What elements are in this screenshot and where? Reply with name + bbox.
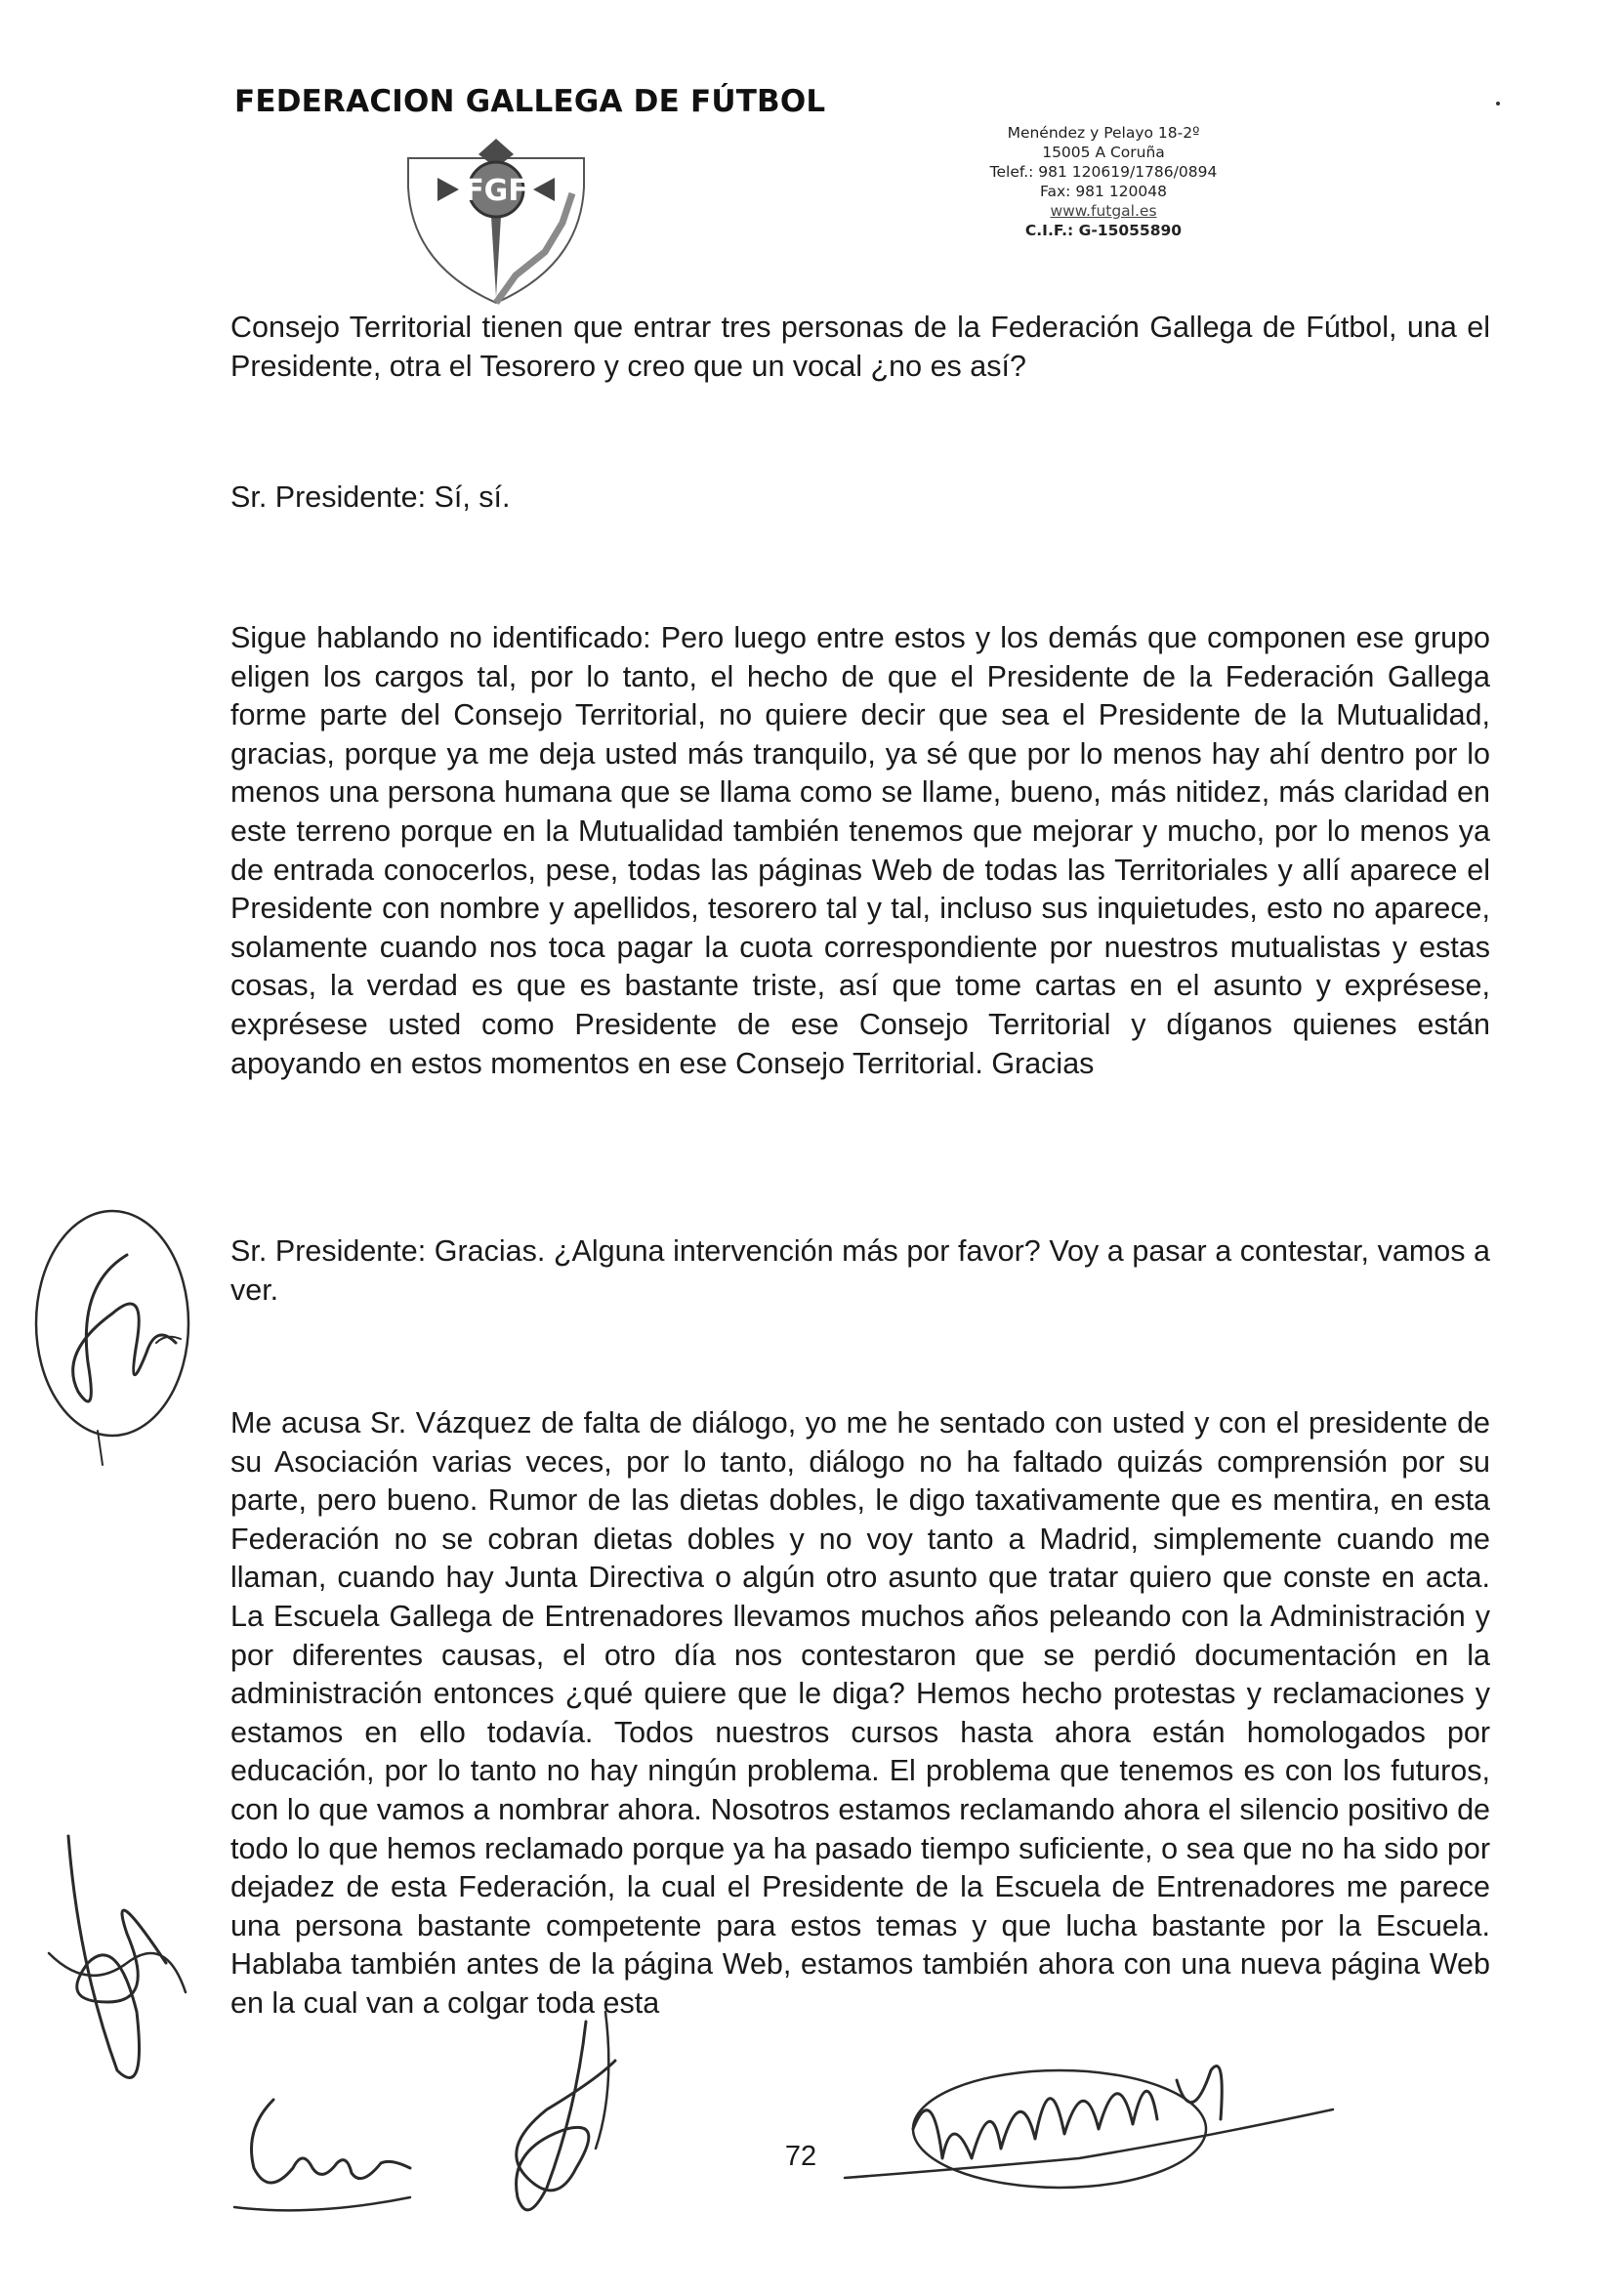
scan-speck <box>1496 102 1500 105</box>
paragraph-speaker-remarks <box>230 619 1490 1083</box>
page-number: 72 <box>784 2141 817 2172</box>
address-line: Menéndez y Pelayo 18-2º <box>1007 124 1200 142</box>
signature-bottom-left <box>215 2061 449 2227</box>
contact-block <box>908 123 1299 240</box>
cif-line: C.I.F.: G-15055890 <box>1024 222 1183 239</box>
paragraph: Consejo Territorial tienen que entrar tres personas de la Federación Gallega de Fútbol, una el Presidente, otra el Tesorero y creo que un vocal ¿no es así? <box>230 311 1490 383</box>
logo-monogram: FGF <box>464 174 528 208</box>
organization-title: FEDERACION GALLEGA DE FÚTBOL <box>234 84 826 119</box>
signature-left-top <box>20 1196 205 1480</box>
paragraph-intro-question <box>230 309 1490 386</box>
paragraph-president-reply <box>230 479 1490 518</box>
paragraph-president-thanks <box>230 1232 1490 1310</box>
paragraph: Sigue hablando no identificado: Pero luego entre estos y los demás que componen ese grupo eligen los cargos tal, por lo tanto, el hecho de que el Presidente de la Federación Gallega forme parte del Consejo Territorial, no quiere decir que sea el Presidente de la Mutualidad, gracias, porque ya me deja usted más tranquilo, ya sé que por lo menos hay ahí dentro por lo menos una persona humana que se llama como se llame, bueno, más nitidez, más claridad en este terreno porque en la Mutualidad también tenemos que mejorar y mucho, por lo menos ya de entrada conocerlos, pese, todas las páginas Web de todas las Territoriales y allí aparece el Presidente con nombre y apellidos, tesorero tal y tal, incluso sus inquietudes, esto no aparece, solamente cuando nos toca pagar la cuota correspondiente por nuestros mutualistas y estas cosas, la verdad es que es bastante triste, así que tome cartas en el asunto y exprésese, exprésese usted como Presidente de ese Consejo Territorial y díganos quienes están apoyando en estos momentos en ese Consejo Territorial. Gracias <box>230 621 1490 1080</box>
website-link[interactable]: www.futgal.es <box>1050 202 1157 220</box>
city-line: 15005 A Coruña <box>1042 144 1165 161</box>
paragraph: Sr. Presidente: Gracias. ¿Alguna intervención más por favor? Voy a pasar a contestar, vamos a ver. <box>230 1234 1490 1307</box>
federation-logo <box>398 129 594 307</box>
phone-line: Telef.: 981 120619/1786/0894 <box>989 163 1218 181</box>
paragraph: Sr. Presidente: Sí, sí. <box>230 480 511 514</box>
fax-line: Fax: 981 120048 <box>1040 183 1167 200</box>
signature-left-bottom <box>29 1816 215 2109</box>
paragraph-president-answer <box>230 1404 1490 2024</box>
signature-bottom-center <box>459 2002 654 2236</box>
signature-bottom-right <box>825 2022 1372 2217</box>
paragraph: Me acusa Sr. Vázquez de falta de diálogo, yo me he sentado con usted y con el presidente de su Asociación varias veces, por lo tanto, diálogo no ha faltado quizás comprensión por su parte, pero bueno. Rumor de las dietas dobles, le digo taxativamente que es mentira, en esta Federación no se cobran dietas dobles y no voy tanto a Madrid, simplemente cuando me llaman, cuando hay Junta Directiva o algún otro asunto que tratar quiero que conste en acta. La Escuela Gallega de Entrenadores llevamos muchos años peleando con la Administración y por diferentes causas, el otro día nos contestaron que se perdió documentación en la administración entonces ¿qué quiere que le diga? Hemos hecho protestas y reclamaciones y estamos en ello todavía. Todos nuestros cursos hasta ahora están homologados por educación, por lo tanto no hay ningún problema. El problema que tenemos es con los futuros, con lo que vamos a nombrar ahora. Nosotros estamos reclamando ahora el silencio positivo de todo lo que hemos reclamado porque ya ha pasado tiempo suficiente, o sea que no ha sido por dejadez de esta Federación, la cual el Presidente de la Escuela de Entrenadores me parece una persona bastante competente para estos temas y que lucha bastante por la Escuela. Hablaba también antes de la página Web, estamos también ahora con una nueva página Web en la cual van a colgar toda esta <box>230 1406 1490 2020</box>
